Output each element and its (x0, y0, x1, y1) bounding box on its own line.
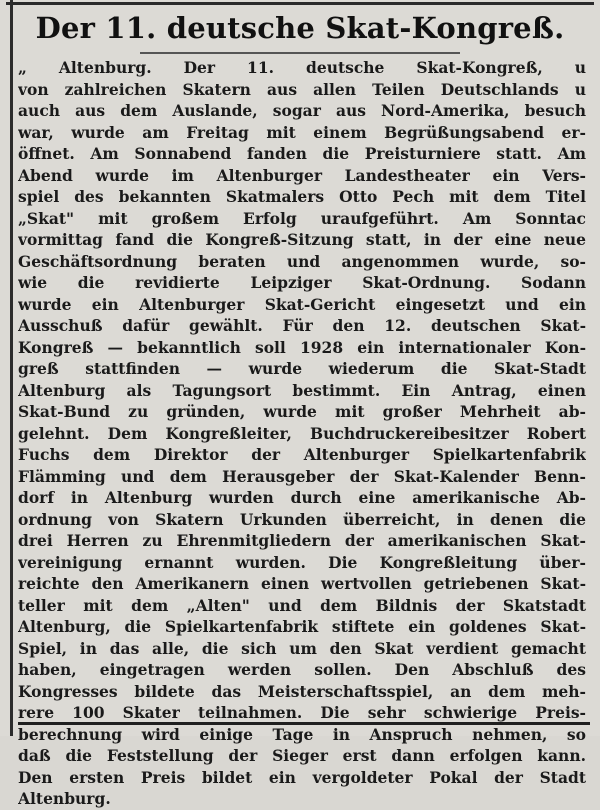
article-headline: Der 11. deutsche Skat-Kongreß. (35, 11, 565, 45)
article-line: spiel des bekannten Skatmalers Otto Pech mit dem Titel (18, 187, 586, 206)
article-line: Ausschuß dafür gewählt. Für den 12. deutschen Skat- (18, 316, 586, 335)
headline-underline (140, 52, 460, 54)
article-line: rere 100 Skater teilnahmen. Die sehr schwierige Preis- (18, 703, 586, 722)
article-line: war, wurde am Freitag mit einem Begrüßungsabend er- (18, 122, 586, 142)
article-line: ordnung von Skatern Urkunden überreicht, in denen die (18, 509, 586, 529)
article-line: dorf in Altenburg wurden durch eine amerikanische Ab- (18, 488, 586, 507)
article-line: gelehnt. Dem Kongreßleiter, Buchdruckereibesitzer Robert (18, 423, 586, 443)
article-line: berechnung wird einige Tage in Anspruch nehmen, so (18, 724, 586, 744)
bottom-border-rule (18, 722, 590, 725)
article-line: von zahlreichen Skatern aus allen Teilen Deutschlands u (18, 79, 586, 99)
article-body (18, 57, 586, 810)
article-line: haben, eingetragen werden sollen. Den Abschluß des (18, 660, 586, 679)
article-line: drei Herren zu Ehrenmitgliedern der amerikanischen Skat- (18, 531, 586, 550)
article-line: reichte den Amerikanern einen wertvollen getriebenen Skat- (18, 574, 586, 593)
article-line: Altenburg als Tagungsort bestimmt. Ein Antrag, einen (18, 380, 586, 400)
article-line: Flämming und dem Herausgeber der Skat-Kalender Benn- (18, 466, 586, 486)
article-line: Spiel, in das alle, die sich um den Skat verdient gemacht (18, 638, 586, 658)
article-line: Kongreß — bekanntlich soll 1928 ein internationaler Kon- (18, 337, 586, 357)
article-line: Kongresses bildete das Meisterschaftsspiel, an dem meh- (18, 681, 586, 701)
article-line: daß die Feststellung der Sieger erst dann erfolgen kann. (18, 746, 586, 765)
article-line: wurde ein Altenburger Skat-Gericht eingesetzt und ein (18, 294, 586, 314)
left-column-rule (10, 0, 13, 736)
article-line: vormittag fand die Kongreß-Sitzung statt, in der eine neue (18, 230, 586, 249)
article-line: greß stattfinden — wurde wiederum die Skat-Stadt (18, 359, 586, 378)
article-line: vereinigung ernannt wurden. Die Kongreßleitung über- (18, 552, 586, 572)
article-line: teller mit dem „Alten" und dem Bildnis der Skatstadt (18, 595, 586, 615)
article-line: auch aus dem Auslande, sogar aus Nord-Amerika, besuch (18, 101, 586, 120)
article-line: Altenburg. (18, 789, 111, 808)
article-line: Geschäftsordnung beraten und angenommen wurde, so- (18, 251, 586, 271)
article-line: wie die revidierte Leipziger Skat-Ordnung. Sodann (18, 273, 586, 292)
article-line: Fuchs dem Direktor der Altenburger Spielkartenfabrik (18, 445, 586, 464)
top-border-rule (6, 2, 594, 5)
article-line: Altenburg, die Spielkartenfabrik stiftete ein goldenes Skat- (18, 617, 586, 636)
article-line: Skat-Bund zu gründen, wurde mit großer Mehrheit ab- (18, 402, 586, 421)
article-line: Abend wurde im Altenburger Landestheater ein Vers- (18, 165, 586, 185)
article-line: öffnet. Am Sonnabend fanden die Preisturniere statt. Am (18, 144, 586, 163)
article-line: Den ersten Preis bildet ein vergoldeter Pokal der Stadt (18, 767, 586, 787)
article-line: „Skat" mit großem Erfolg uraufgeführt. Am Sonntac (18, 208, 586, 228)
article-line: „ Altenburg. Der 11. deutsche Skat-Kongreß, u (18, 58, 586, 77)
